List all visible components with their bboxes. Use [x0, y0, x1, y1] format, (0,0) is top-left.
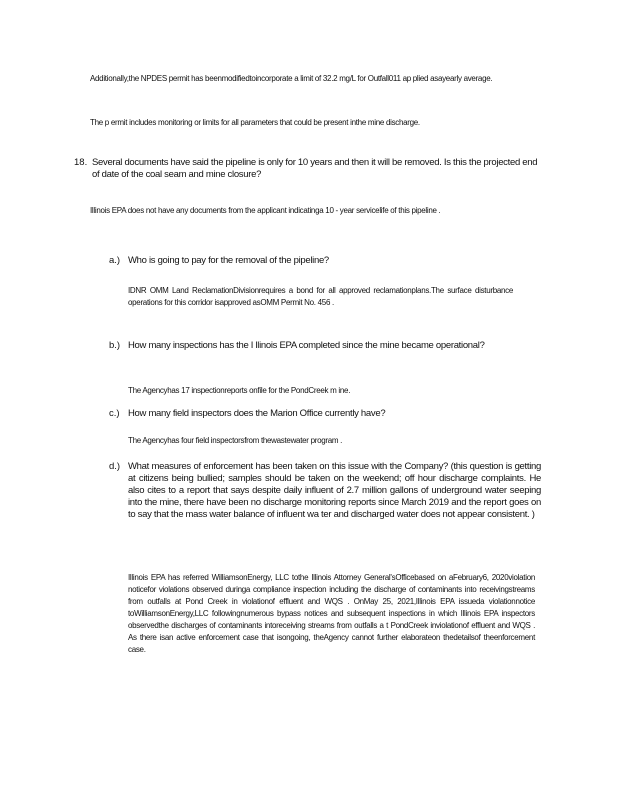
- answer-18: Illinois EPA does not have any documents from the applicant indicatinga 10 - year servicelife of this pipeline .: [90, 206, 441, 215]
- question-18-text: Several documents have said the pipeline is only for 10 years and then it will be removed. Is this the projected end of date of the coal seam and mine closure?: [92, 157, 538, 180]
- question-number: 18.: [74, 157, 88, 168]
- paragraph-npdes-limit: Additionally,the NPDES permit has beenmodifiedtoincorporate a limit of 32.2 mg/L for Outfall011 ap plied asayearly average.: [90, 74, 493, 83]
- answer-a: IDNR OMM Land ReclamationDivisionrequires a bond for all approved reclamationplans.The surface disturbance operations for this corridor isapproved asOMM Permit No. 456 .: [128, 286, 513, 307]
- sub-question-c-text: How many field inspectors does the Marion Office currently have?: [128, 408, 386, 419]
- answer-d: Illinois EPA has referred WilliamsonEnergy, LLC tothe Illinois Attorney General'sOfficebased on aFebruary6, 2020violation noticefor violations observed duringa compliance inspection including the discharge of contaminants into receivingstreams from outfalls at Pond Creek in violationof effluent and WQS . OnMay 25, 2021,Illinois EPA issueda violationnotice toWilliamsonEnergy,LLC followingnumerous bypass notices and subsequent inspections in which Illinois EPA inspectors observedthe discharges of contaminants intoreceiving streams from outfalls a t PondCreek inviolationof effluent and WQS . As there isan active enforcement case that isongoing, theAgency cannot further elaborateon thedetailsof theenforcement case.: [128, 573, 535, 654]
- sub-question-d-label: d.): [109, 461, 121, 472]
- paragraph-permit-monitoring: The p ermit includes monitoring or limits for all parameters that could be present inthe mine discharge.: [90, 118, 420, 127]
- sub-question-a-text: Who is going to pay for the removal of the pipeline?: [128, 255, 329, 266]
- sub-question-a-label: a.): [109, 255, 121, 266]
- sub-question-b-text: How many inspections has the I llinois EPA completed since the mine became operational?: [128, 340, 485, 351]
- sub-question-b-label: b.): [109, 340, 121, 351]
- answer-c: The Agencyhas four field inspectorsfrom thewastewater program .: [128, 436, 343, 445]
- sub-question-c-label: c.): [109, 408, 120, 419]
- answer-b: The Agencyhas 17 inspectionreports onfile for the PondCreek m ine.: [128, 386, 351, 395]
- sub-question-d-text: What measures of enforcement has been taken on this issue with the Company? (this question is getting at citizens being bullied; samples should be taken on the weekend; off hour discharge complaints. He also cites to a report that says despite daily influent of 2.7 million gallons of underground water seeping into the mine, there have been no discharge monitoring reports since March 2019 and the report goes on to say that the mass water balance of influent wa ter and discharged water does not appear consistent. ): [128, 461, 541, 520]
